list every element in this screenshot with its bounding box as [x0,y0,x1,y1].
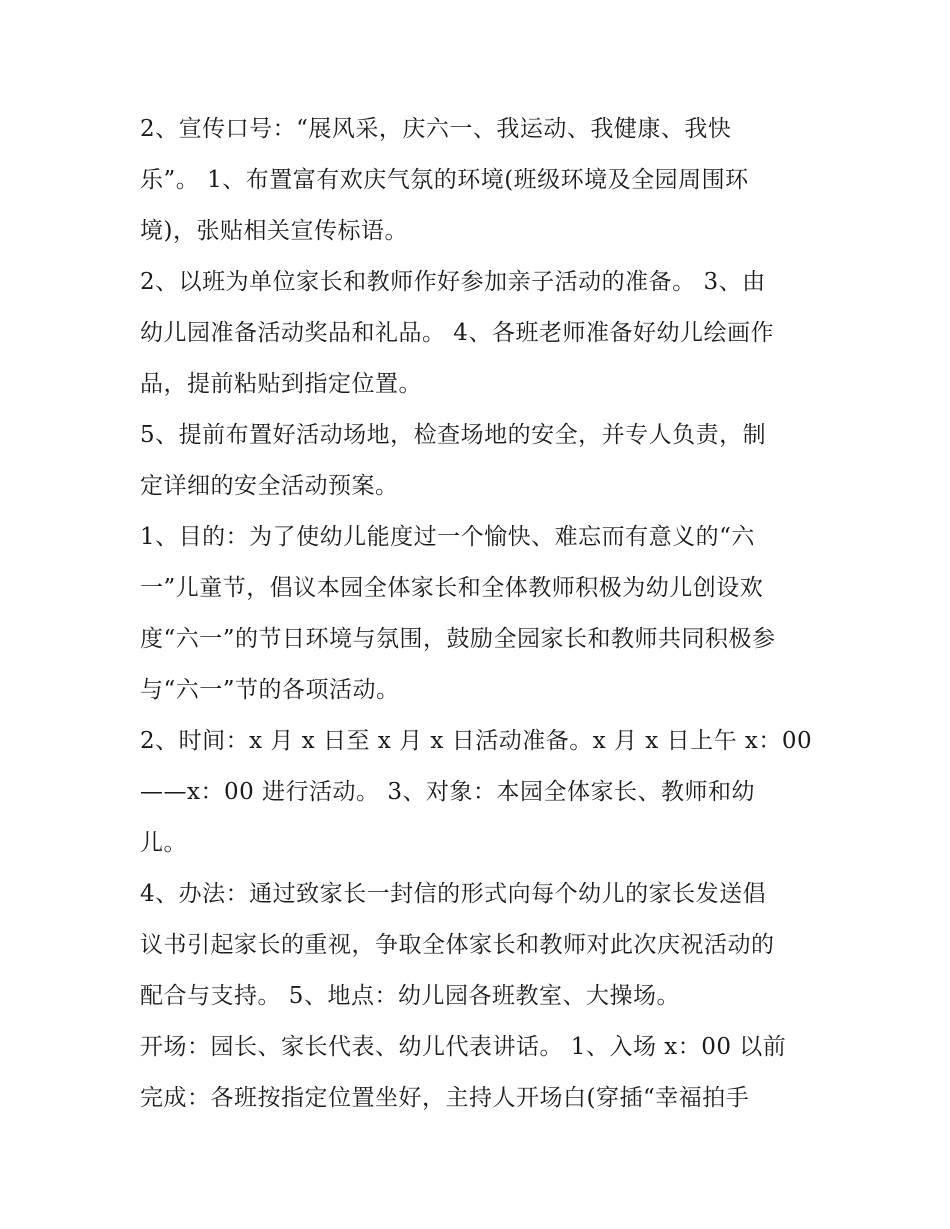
text-line: 2、宣传口号：“展风采，庆六一、我运动、我健康、我快 [140,116,732,142]
text-line: 度“六一”的节日环境与氛围，鼓励全园家长和教师共同积极参 [140,626,776,652]
text-line: 儿。 [140,830,187,856]
text-line: 5、提前布置好活动场地，检查场地的安全，并专人负责，制 [140,422,767,448]
text-line: 与“六一”节的各项活动。 [140,677,400,703]
text-line: 完成：各班按指定位置坐好，主持人开场白(穿插“幸福拍手 [140,1085,750,1111]
text-line: 幼儿园准备活动奖品和礼品。 4、各班老师准备好幼儿绘画作 [140,320,774,346]
text-line: 2、时间：x 月 x 日至 x 月 x 日活动准备。x 月 x 日上午 x：00 [140,728,813,754]
text-line: 开场：园长、家长代表、幼儿代表讲话。 1、入场 x：00 以前 [140,1034,787,1060]
text-line: 境)，张贴相关宣传标语。 [140,218,408,244]
text-line: 品，提前粘贴到指定位置。 [140,371,422,397]
text-line: 一”儿童节，倡议本园全体家长和全体教师积极为幼儿创设欢 [140,575,764,601]
text-line: 定详细的安全活动预案。 [140,473,399,499]
text-line: 配合与支持。 5、地点：幼儿园各班教室、大操场。 [140,983,680,1009]
text-line: 乐”。 1、布置富有欢庆气氛的环境(班级环境及全园周围环 [140,167,749,193]
text-line: 4、办法：通过致家长一封信的形式向每个幼儿的家长发送倡 [140,881,767,907]
text-line: ——x：00 进行活动。 3、对象：本园全体家长、教师和幼 [140,779,755,805]
text-line: 1、目的：为了使幼儿能度过一个愉快、难忘而有意义的“六 [140,524,755,550]
text-line: 2、以班为单位家长和教师作好参加亲子活动的准备。 3、由 [140,269,766,295]
text-line: 议书引起家长的重视，争取全体家长和教师对此次庆祝活动的 [140,932,775,958]
